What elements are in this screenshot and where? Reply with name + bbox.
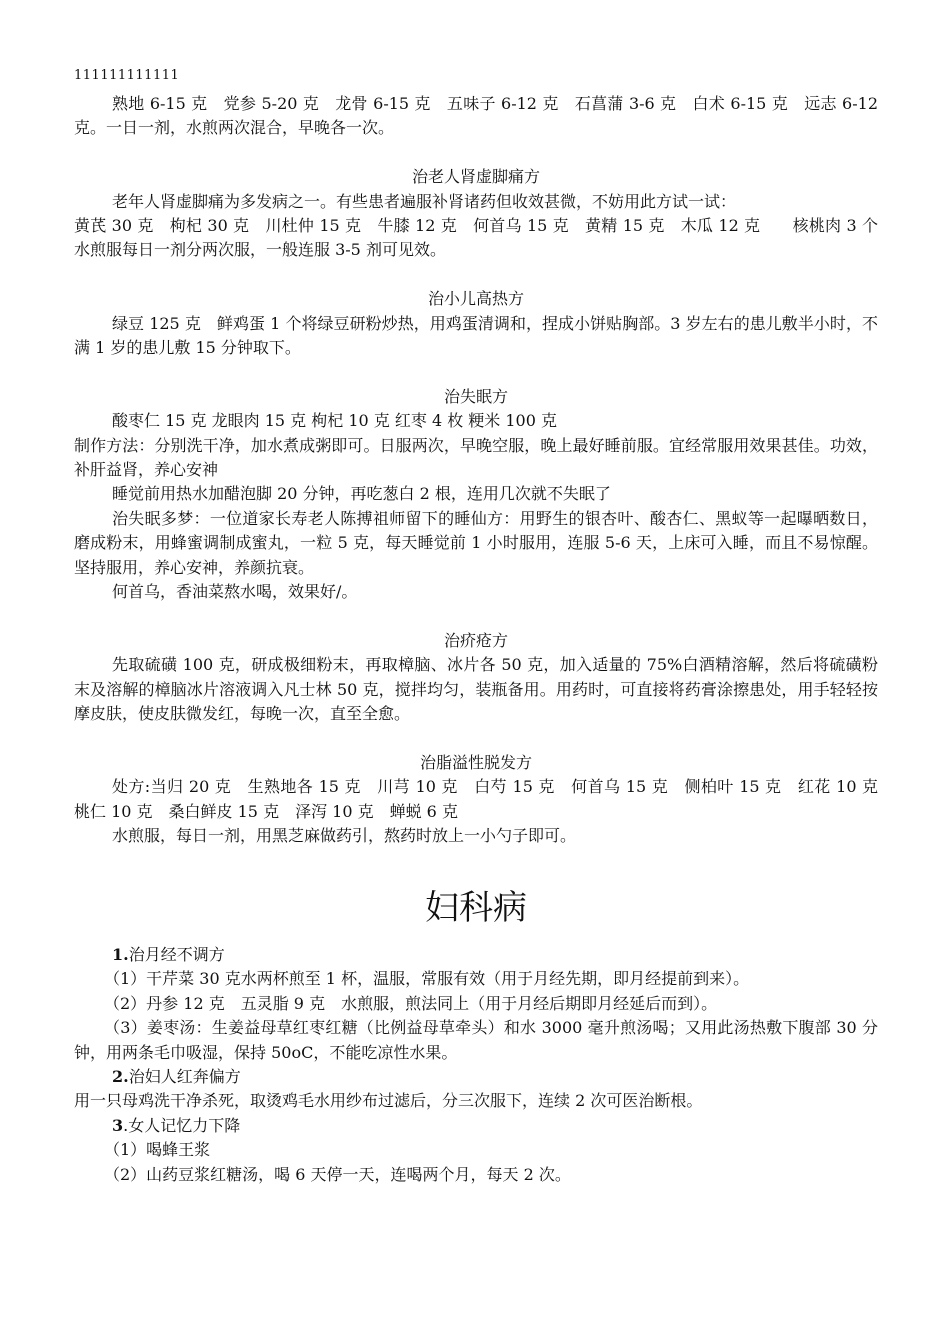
scabies-paragraph: 先取硫磺 100 克，研成极细粉末，再取樟脑、冰片各 50 克，加入适量的 75%白酒精溶解，然后将硫磺粉末及溶解的樟脑冰片溶液调入凡士林 50 克，搅拌均匀，装瓶备用。用药时，可直接将药膏涂擦患处，用手轻轻按摩皮肤，使皮肤微发红，每晚一次，直至全愈。 xyxy=(74,655,878,724)
gyn-item-2-number: 2. xyxy=(112,1066,129,1086)
intro-paragraph: 熟地 6-15 克 党参 5-20 克 龙骨 6-15 克 五味子 6-12 克 石菖蒲 3-6 克 白术 6-15 克 远志 6-12 克。一日一剂，水煎两次混合，早晚各一次。 xyxy=(74,94,878,138)
gyn-item-1-title: 治月经不调方 xyxy=(128,944,225,964)
gyn-item-1-line-2: （2）丹参 12 克 五灵脂 9 克 水煎服，煎法同上（用于月经后期即月经延后而到）。 xyxy=(104,993,718,1013)
section-title-fever: 治小儿高热方 xyxy=(427,289,524,309)
document-page xyxy=(74,66,895,1187)
section-title-insomnia: 治失眠方 xyxy=(443,386,508,406)
insomnia-paragraph-4: 治失眠多梦：一位道家长寿老人陈搏祖师留下的睡仙方：用野生的银杏叶、酸杏仁、黑蚁等一起曝晒数日，磨成粉末，用蜂蜜调制成蜜丸，一粒 5 克，每天睡觉前 1 小时服用，连服 5-6 天，上床可入睡，而且不易惊醒。坚持服用，养心安神，养颜抗衰。 xyxy=(74,508,878,577)
gyn-item-3-line-2: （2）山药豆浆红糖汤，喝 6 天停一天，连喝两个月，每天 2 次。 xyxy=(104,1164,571,1184)
section-title-kidney: 治老人肾虚脚痛方 xyxy=(411,167,540,187)
gyn-item-2-heading xyxy=(74,1065,878,1089)
fever-paragraph: 绿豆 125 克 鲜鸡蛋 1 个将绿豆研粉炒热，用鸡蛋清调和，捏成小饼贴胸部。3 岁左右的患儿敷半小时，不满 1 岁的患儿敷 15 分钟取下。 xyxy=(74,313,878,358)
gyn-item-3-heading xyxy=(74,1114,878,1138)
kidney-paragraph-1: 老年人肾虚脚痛为多发病之一。有些患者遍服补肾诸药但收效甚微，不妨用此方试一试： xyxy=(112,191,737,211)
gyn-item-1-line-1: （1）干芹菜 30 克水两杯煎至 1 杯，温服，常服有效（用于月经先期，即月经提前到来）。 xyxy=(104,969,750,989)
gyn-item-3-line-1: （1）喝蜂王浆 xyxy=(104,1140,211,1160)
gyn-item-3-number: 3 xyxy=(112,1115,124,1135)
gyn-item-2-line-1: 用一只母鸡洗干净杀死，取烫鸡毛水用纱布过滤后，分三次服下，连续 2 次可医治断根。 xyxy=(74,1091,703,1111)
section-title-scabies: 治疥疮方 xyxy=(443,630,508,650)
gyn-item-2-title: 治妇人红奔偏方 xyxy=(128,1066,241,1086)
kidney-paragraph-2: 黄芪 30 克 枸杞 30 克 川杜仲 15 克 牛膝 12 克 何首乌 15 克 黄精 15 克 木瓜 12 克 核桃肉 3 个 水煎服每日一剂分两次服，一般连服 3-5 剂可见效。 xyxy=(74,216,895,260)
header-number: 111111111111 xyxy=(74,68,180,83)
insomnia-paragraph-2: 制作方法：分别洗干净，加水煮成粥即可。日服两次，早晚空服，晚上最好睡前服。宜经常服用效果甚佳。功效，补肝益肾，养心安神 xyxy=(74,435,878,480)
gyn-item-1-number: 1. xyxy=(112,944,129,964)
insomnia-paragraph-1: 酸枣仁 15 克 龙眼肉 15 克 枸杞 10 克 红枣 4 枚 粳米 100 克 xyxy=(112,411,558,431)
gyn-item-3-title: .女人记忆力下降 xyxy=(123,1115,241,1135)
insomnia-paragraph-5: 何首乌，香油菜熬水喝，效果好/。 xyxy=(112,582,358,602)
insomnia-paragraph-3: 睡觉前用热水加醋泡脚 20 分钟，再吃葱白 2 根，连用几次就不失眠了 xyxy=(112,484,611,504)
section-title-hairloss: 治脂溢性脱发方 xyxy=(419,752,532,772)
gyn-item-1-heading xyxy=(74,943,878,967)
gynecology-heading: 妇科病 xyxy=(425,887,527,928)
hairloss-paragraph-2: 水煎服，每日一剂，用黑芝麻做药引，熬药时放上一小勺子即可。 xyxy=(112,826,577,846)
hairloss-paragraph-1: 处方:当归 20 克 生熟地各 15 克 川芎 10 克 白芍 15 克 何首乌 15 克 侧柏叶 15 克 红花 10 克 桃仁 10 克 桑白鲜皮 15 克 泽泻 10 克 蝉蜕 6 克 xyxy=(74,777,895,821)
gyn-item-1-line-3: （3）姜枣汤：生姜益母草红枣红糖（比例益母草牵头）和水 3000 毫升煎汤喝；又用此汤热敷下腹部 30 分钟，用两条毛巾吸湿，保持 50oC，不能吃凉性水果。 xyxy=(74,1018,878,1062)
